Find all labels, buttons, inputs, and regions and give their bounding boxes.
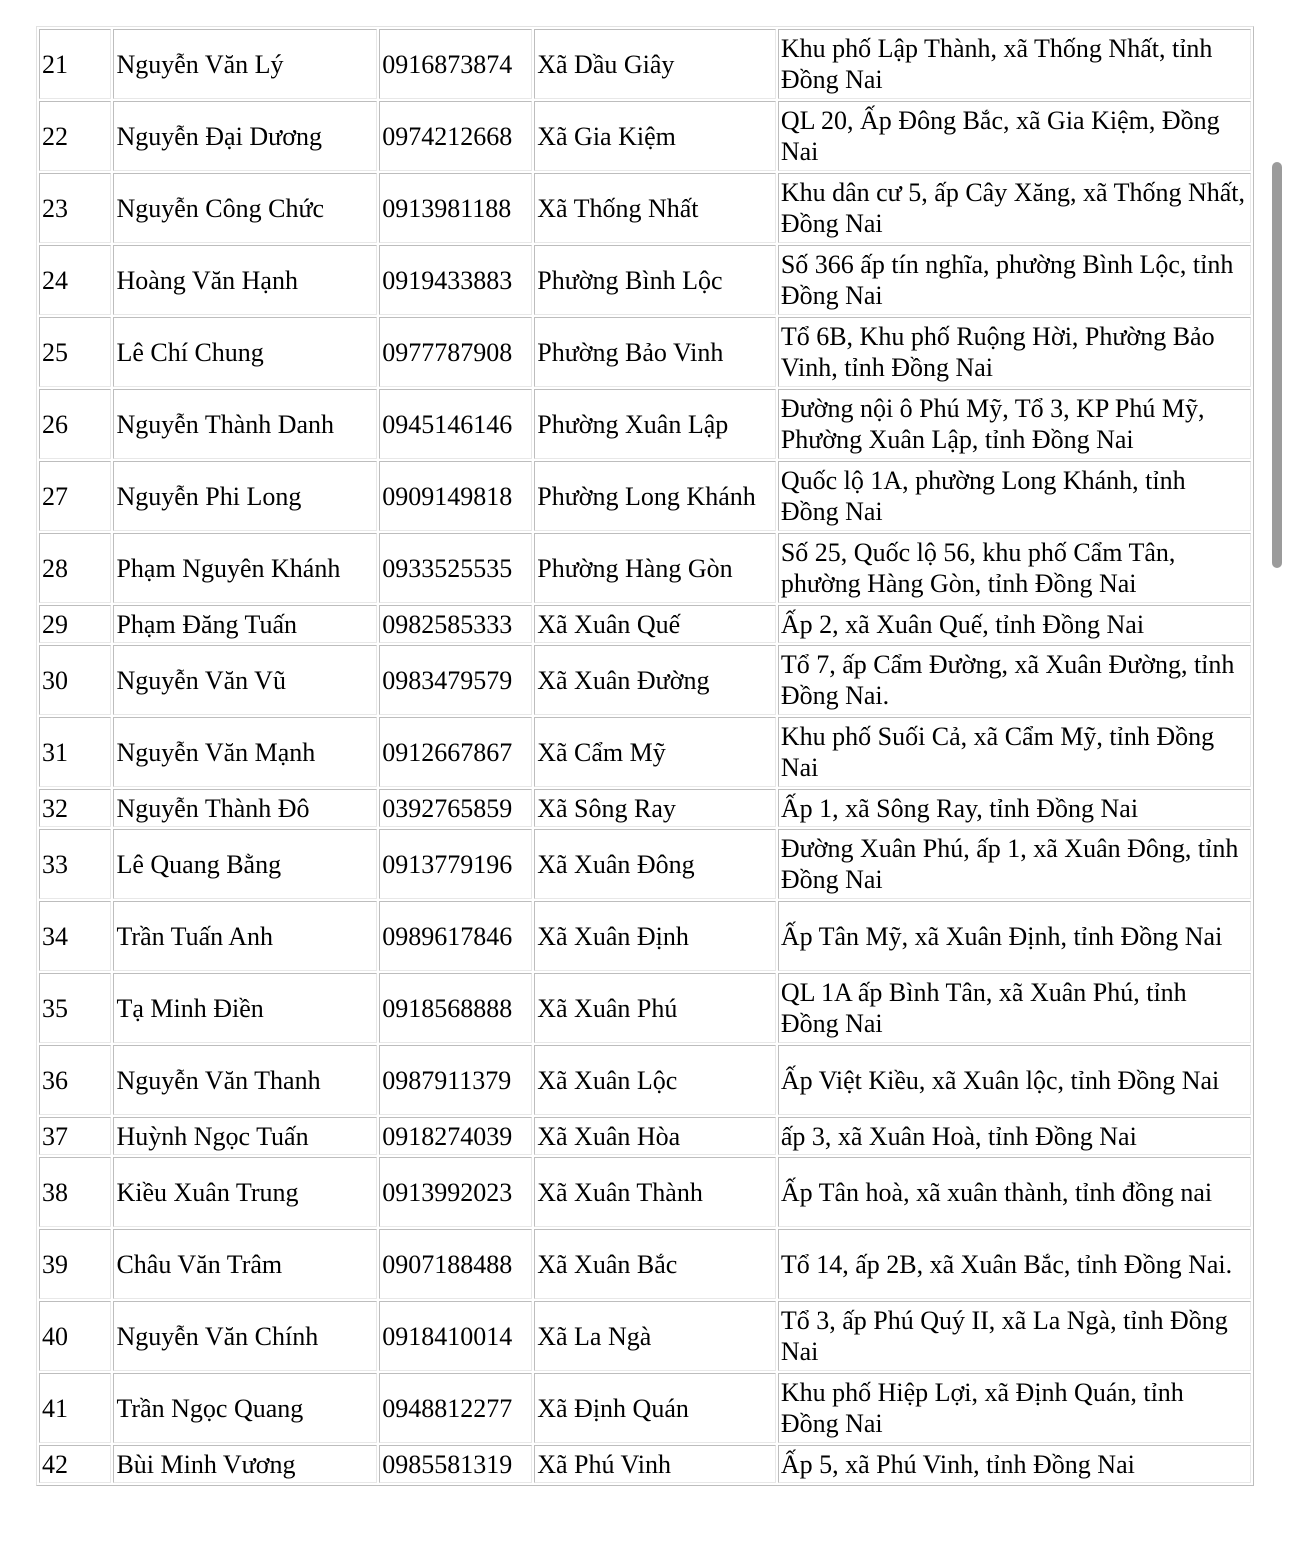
- row-number: 29: [39, 605, 111, 643]
- commune-name: Xã Xuân Thành: [534, 1157, 776, 1227]
- table-row: [39, 1229, 1251, 1299]
- commune-name: Xã Phú Vinh: [534, 1445, 776, 1483]
- phone-number: 0912667867: [379, 717, 532, 787]
- address: Ấp 2, xã Xuân Quế, tỉnh Đồng Nai: [778, 605, 1251, 643]
- phone-number: 0918274039: [379, 1117, 532, 1155]
- phone-number: 0919433883: [379, 245, 532, 315]
- table-row: [39, 973, 1251, 1043]
- table-row: [39, 101, 1251, 171]
- address: Ấp Tân hoà, xã xuân thành, tỉnh đồng nai: [778, 1157, 1251, 1227]
- table-row: [39, 461, 1251, 531]
- table-row: [39, 645, 1251, 715]
- address: Quốc lộ 1A, phường Long Khánh, tỉnh Đồng Nai: [778, 461, 1251, 531]
- row-number: 28: [39, 533, 111, 603]
- phone-number: 0948812277: [379, 1373, 532, 1443]
- phone-number: 0918410014: [379, 1301, 532, 1371]
- address: Ấp 1, xã Sông Ray, tỉnh Đồng Nai: [778, 789, 1251, 827]
- address: Tổ 7, ấp Cẩm Đường, xã Xuân Đường, tỉnh Đồng Nai.: [778, 645, 1251, 715]
- row-number: 24: [39, 245, 111, 315]
- person-name: Phạm Đăng Tuấn: [113, 605, 377, 643]
- phone-number: 0983479579: [379, 645, 532, 715]
- phone-number: 0918568888: [379, 973, 532, 1043]
- row-number: 38: [39, 1157, 111, 1227]
- row-number: 23: [39, 173, 111, 243]
- commune-name: Xã Xuân Đường: [534, 645, 776, 715]
- person-name: Kiều Xuân Trung: [113, 1157, 377, 1227]
- phone-number: 0913992023: [379, 1157, 532, 1227]
- address: QL 20, Ấp Đông Bắc, xã Gia Kiệm, Đồng Nai: [778, 101, 1251, 171]
- commune-name: Xã Xuân Định: [534, 901, 776, 971]
- row-number: 22: [39, 101, 111, 171]
- contact-table: [36, 26, 1254, 1486]
- person-name: Nguyễn Văn Chính: [113, 1301, 377, 1371]
- phone-number: 0982585333: [379, 605, 532, 643]
- address: Đường Xuân Phú, ấp 1, xã Xuân Đông, tỉnh Đồng Nai: [778, 829, 1251, 899]
- table-row: [39, 1045, 1251, 1115]
- row-number: 27: [39, 461, 111, 531]
- commune-name: Xã Cẩm Mỹ: [534, 717, 776, 787]
- row-number: 25: [39, 317, 111, 387]
- person-name: Nguyễn Văn Vũ: [113, 645, 377, 715]
- address: ấp 3, xã Xuân Hoà, tỉnh Đồng Nai: [778, 1117, 1251, 1155]
- table-row: [39, 1445, 1251, 1483]
- person-name: Nguyễn Văn Mạnh: [113, 717, 377, 787]
- person-name: Nguyễn Văn Lý: [113, 29, 377, 99]
- person-name: Bùi Minh Vương: [113, 1445, 377, 1483]
- phone-number: 0933525535: [379, 533, 532, 603]
- row-number: 33: [39, 829, 111, 899]
- person-name: Nguyễn Thành Danh: [113, 389, 377, 459]
- commune-name: Phường Bảo Vinh: [534, 317, 776, 387]
- address: Khu dân cư 5, ấp Cây Xăng, xã Thống Nhất, Đồng Nai: [778, 173, 1251, 243]
- row-number: 37: [39, 1117, 111, 1155]
- phone-number: 0909149818: [379, 461, 532, 531]
- row-number: 21: [39, 29, 111, 99]
- address: Số 366 ấp tín nghĩa, phường Bình Lộc, tỉnh Đồng Nai: [778, 245, 1251, 315]
- table-row: [39, 605, 1251, 643]
- phone-number: 0913779196: [379, 829, 532, 899]
- phone-number: 0913981188: [379, 173, 532, 243]
- person-name: Nguyễn Phi Long: [113, 461, 377, 531]
- address: Đường nội ô Phú Mỹ, Tổ 3, KP Phú Mỹ, Phường Xuân Lập, tỉnh Đồng Nai: [778, 389, 1251, 459]
- address: Khu phố Lập Thành, xã Thống Nhất, tỉnh Đồng Nai: [778, 29, 1251, 99]
- contact-table-container: [36, 26, 1254, 1486]
- commune-name: Xã La Ngà: [534, 1301, 776, 1371]
- table-row: [39, 245, 1251, 315]
- row-number: 42: [39, 1445, 111, 1483]
- commune-name: Xã Định Quán: [534, 1373, 776, 1443]
- commune-name: Xã Sông Ray: [534, 789, 776, 827]
- phone-number: 0945146146: [379, 389, 532, 459]
- table-row: [39, 829, 1251, 899]
- table-row: [39, 1373, 1251, 1443]
- row-number: 26: [39, 389, 111, 459]
- address: Khu phố Hiệp Lợi, xã Định Quán, tỉnh Đồng Nai: [778, 1373, 1251, 1443]
- row-number: 36: [39, 1045, 111, 1115]
- row-number: 30: [39, 645, 111, 715]
- commune-name: Xã Xuân Quế: [534, 605, 776, 643]
- commune-name: Xã Gia Kiệm: [534, 101, 776, 171]
- person-name: Huỳnh Ngọc Tuấn: [113, 1117, 377, 1155]
- row-number: 41: [39, 1373, 111, 1443]
- address: Tổ 3, ấp Phú Quý II, xã La Ngà, tỉnh Đồng Nai: [778, 1301, 1251, 1371]
- table-row: [39, 389, 1251, 459]
- person-name: Nguyễn Văn Thanh: [113, 1045, 377, 1115]
- address: Ấp Việt Kiều, xã Xuân lộc, tỉnh Đồng Nai: [778, 1045, 1251, 1115]
- address: Tổ 14, ấp 2B, xã Xuân Bắc, tỉnh Đồng Nai.: [778, 1229, 1251, 1299]
- commune-name: Xã Xuân Phú: [534, 973, 776, 1043]
- commune-name: Phường Long Khánh: [534, 461, 776, 531]
- person-name: Phạm Nguyên Khánh: [113, 533, 377, 603]
- phone-number: 0987911379: [379, 1045, 532, 1115]
- row-number: 31: [39, 717, 111, 787]
- person-name: Tạ Minh Điền: [113, 973, 377, 1043]
- commune-name: Phường Xuân Lập: [534, 389, 776, 459]
- table-row: [39, 717, 1251, 787]
- table-row: [39, 317, 1251, 387]
- phone-number: 0989617846: [379, 901, 532, 971]
- person-name: Hoàng Văn Hạnh: [113, 245, 377, 315]
- commune-name: Phường Bình Lộc: [534, 245, 776, 315]
- row-number: 40: [39, 1301, 111, 1371]
- phone-number: 0974212668: [379, 101, 532, 171]
- address: Tổ 6B, Khu phố Ruộng Hời, Phường Bảo Vinh, tỉnh Đồng Nai: [778, 317, 1251, 387]
- person-name: Lê Quang Bằng: [113, 829, 377, 899]
- commune-name: Xã Xuân Bắc: [534, 1229, 776, 1299]
- table-row: [39, 173, 1251, 243]
- phone-number: 0907188488: [379, 1229, 532, 1299]
- phone-number: 0985581319: [379, 1445, 532, 1483]
- address: Ấp Tân Mỹ, xã Xuân Định, tỉnh Đồng Nai: [778, 901, 1251, 971]
- person-name: Lê Chí Chung: [113, 317, 377, 387]
- phone-number: 0916873874: [379, 29, 532, 99]
- commune-name: Xã Thống Nhất: [534, 173, 776, 243]
- vertical-scrollbar[interactable]: [1272, 162, 1282, 568]
- row-number: 39: [39, 1229, 111, 1299]
- commune-name: Xã Dầu Giây: [534, 29, 776, 99]
- table-row: [39, 789, 1251, 827]
- commune-name: Xã Xuân Lộc: [534, 1045, 776, 1115]
- person-name: Trần Ngọc Quang: [113, 1373, 377, 1443]
- phone-number: 0977787908: [379, 317, 532, 387]
- commune-name: Xã Xuân Đông: [534, 829, 776, 899]
- person-name: Trần Tuấn Anh: [113, 901, 377, 971]
- person-name: Nguyễn Đại Dương: [113, 101, 377, 171]
- table-row: [39, 1117, 1251, 1155]
- commune-name: Phường Hàng Gòn: [534, 533, 776, 603]
- address: Ấp 5, xã Phú Vinh, tỉnh Đồng Nai: [778, 1445, 1251, 1483]
- address: QL 1A ấp Bình Tân, xã Xuân Phú, tỉnh Đồng Nai: [778, 973, 1251, 1043]
- table-row: [39, 1157, 1251, 1227]
- person-name: Nguyễn Thành Đô: [113, 789, 377, 827]
- phone-number: 0392765859: [379, 789, 532, 827]
- row-number: 34: [39, 901, 111, 971]
- table-row: [39, 533, 1251, 603]
- address: Số 25, Quốc lộ 56, khu phố Cẩm Tân, phường Hàng Gòn, tỉnh Đồng Nai: [778, 533, 1251, 603]
- table-row: [39, 29, 1251, 99]
- person-name: Châu Văn Trâm: [113, 1229, 377, 1299]
- table-row: [39, 1301, 1251, 1371]
- commune-name: Xã Xuân Hòa: [534, 1117, 776, 1155]
- table-row: [39, 901, 1251, 971]
- person-name: Nguyễn Công Chức: [113, 173, 377, 243]
- address: Khu phố Suối Cả, xã Cẩm Mỹ, tỉnh Đồng Nai: [778, 717, 1251, 787]
- row-number: 32: [39, 789, 111, 827]
- row-number: 35: [39, 973, 111, 1043]
